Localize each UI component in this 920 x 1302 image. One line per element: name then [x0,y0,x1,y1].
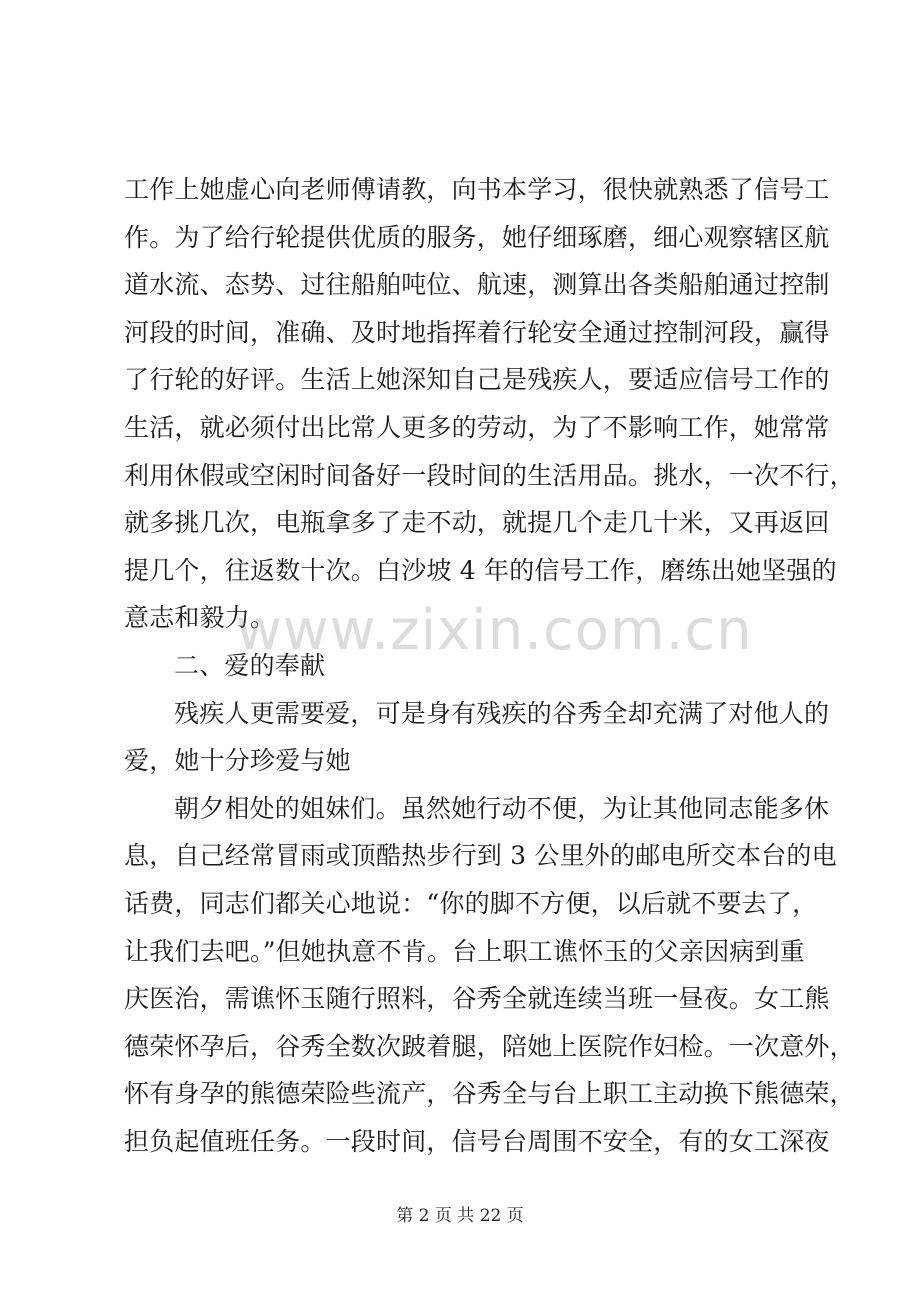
text-line: 怀有身孕的熊德荣险些流产，谷秀全与台上职工主动换下熊德荣， [124,1079,855,1109]
text-line: 话费，同志们都关心地说：“你的脚不方便，以后就不要去了， [124,888,818,918]
text-line: 朝夕相处的姐妹们。虽然她行动不便，为让其他同志能多休 [174,793,830,823]
body-text [124,166,855,1165]
text-line: 庆医治，需谯怀玉随行照料，谷秀全就连续当班一昼夜。女工熊 [124,984,830,1014]
watermark: www.zixin.com.cn [236,598,753,663]
page-number-footer: 第 2 页 共 22 页 [396,1206,524,1226]
text-line: 作。为了给行轮提供优质的服务，她仔细琢磨，细心观察辖区航 [124,222,830,252]
text-line: 利用休假或空闲时间备好一段时间的生活用品。挑水，一次不行， [124,460,855,490]
text-line: 担负起值班任务。一段时间，信号台周围不安全，有的女工深夜 [124,1126,830,1156]
section-heading: 二、爱的奉献 [174,650,326,680]
text-line: 残疾人更需要爱，可是身有残疾的谷秀全却充满了对他人的 [174,698,830,728]
text-line: 德荣怀孕后，谷秀全数次跛着腿，陪她上医院作妇检。一次意外， [124,1031,855,1061]
text-line: 让我们去吧。”但她执意不肯。台上职工谯怀玉的父亲因病到重 [124,936,805,966]
text-line: 就多挑几次，电瓶拿多了走不动，就提几个走几十米，又再返回 [124,508,830,538]
text-line: 了行轮的好评。生活上她深知自己是残疾人，要适应信号工作的 [124,365,830,395]
text-line: 意志和毅力。 [124,603,276,633]
text-line: 息，自己经常冒雨或顶酷热步行到 3 公里外的邮电所交本台的电 [124,841,837,871]
text-line: 生活，就必须付出比常人更多的劳动，为了不影响工作，她常常 [124,412,830,442]
text-line: 爱，她十分珍爱与她 [124,746,351,776]
text-line: 道水流、态势、过往船舶吨位、航速，测算出各类船舶通过控制 [124,270,830,300]
text-line: 工作上她虚心向老师傅请教，向书本学习，很快就熟悉了信号工 [124,175,830,204]
text-line: 提几个，往返数十次。白沙坡 4 年的信号工作，磨练出她坚强的 [124,555,837,585]
text-line: 河段的时间，准确、及时地指挥着行轮安全通过控制河段，赢得 [124,317,830,347]
